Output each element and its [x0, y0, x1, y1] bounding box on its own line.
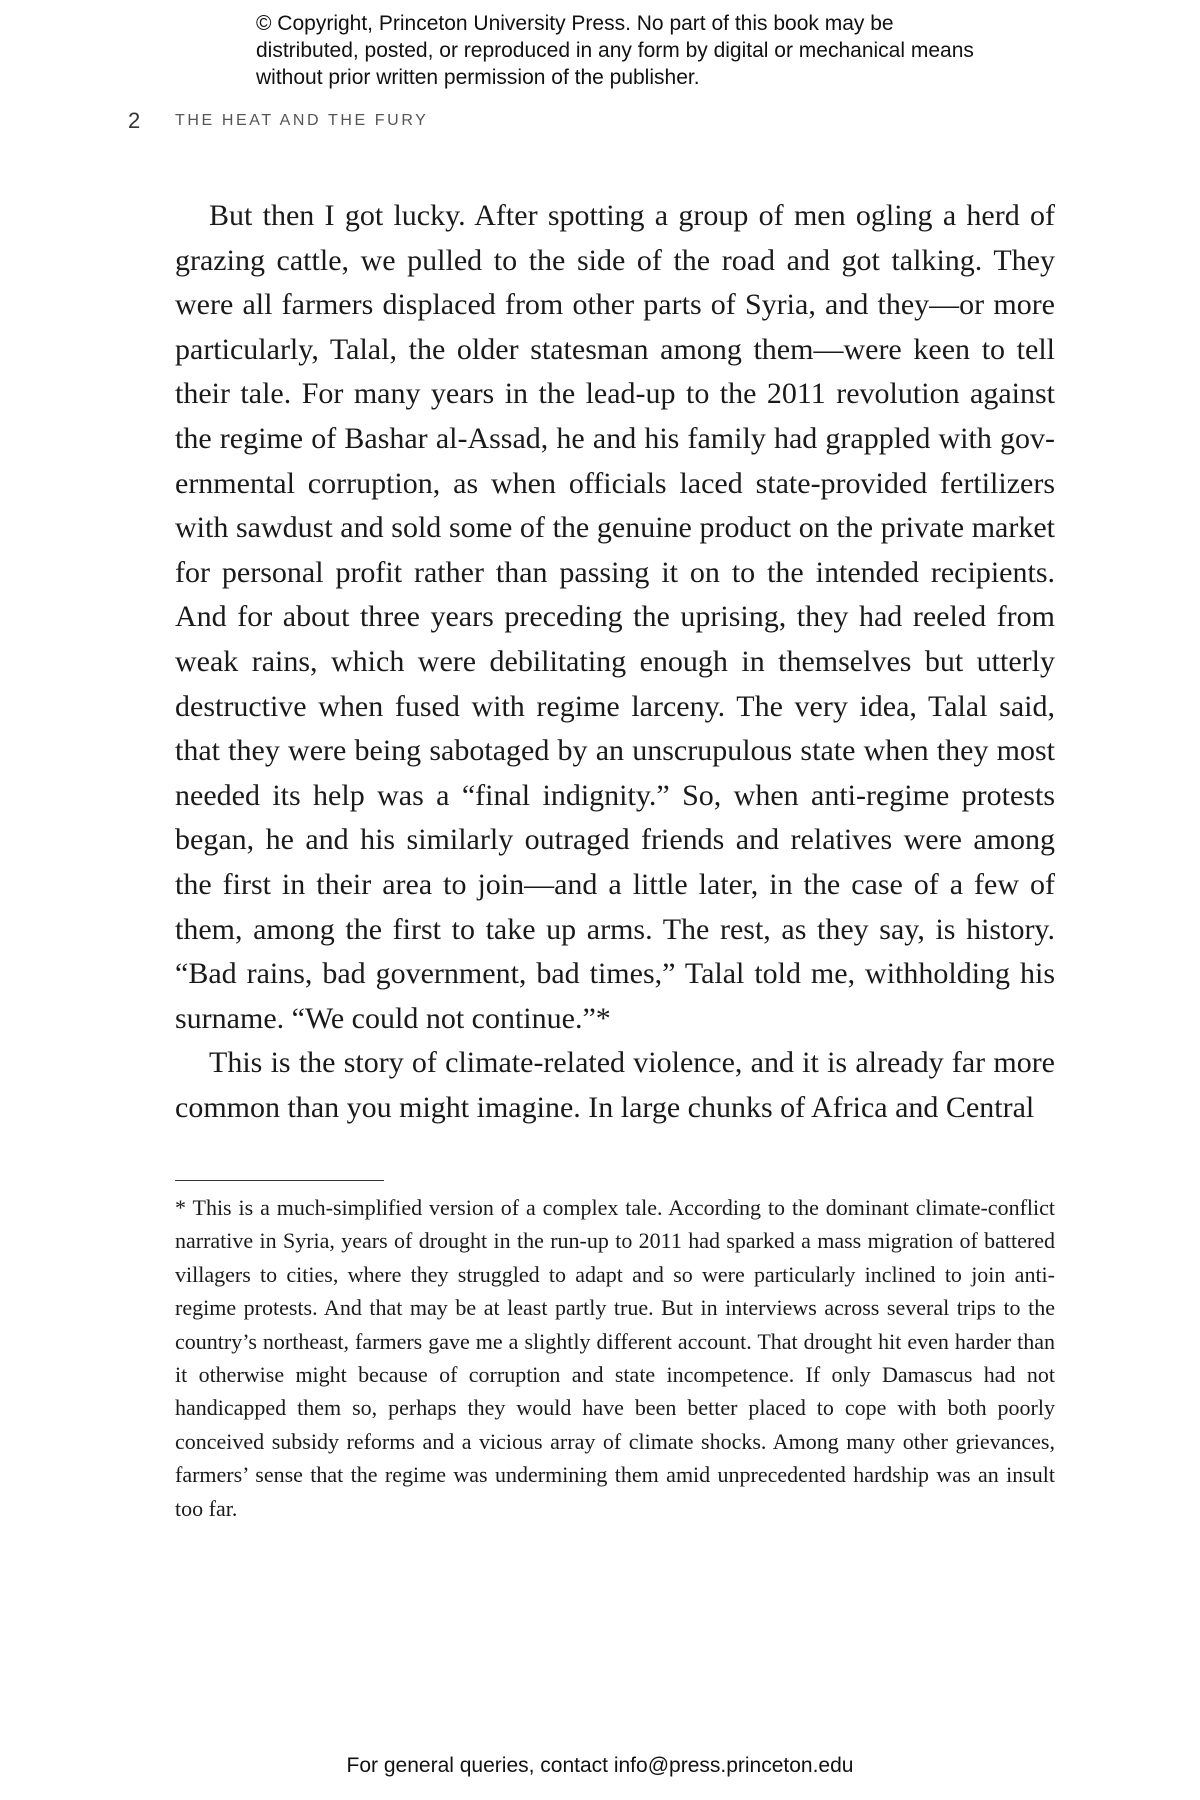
copyright-notice: © Copyright, Princeton University Press. No part of this book may be distributed, posted, or reproduced in any form by digital or mechanical means without prior written permission of the publisher. — [256, 12, 974, 89]
page-number: 2 — [128, 108, 141, 133]
running-head — [0, 108, 1200, 138]
body-paragraph: But then I got lucky. After spotting a group of men ogling a herd of grazing cattle, we pulled to the side of the road and got talking. They were all farmers displaced from other parts of Syria, and they—or more particularly, Talal, the older statesman among them—were keen to tell their tale. For many years in the lead-up to the 2011 revolution against the regime of Bashar al-Assad, he and his family had grappled with governmental corruption, as when officials laced state-provided fertilizers with sawdust and sold some of the genuine product on the private market for personal profit rather than passing it on to the intended recipients. And for about three years preceding the uprising, they had reeled from weak rains, which were debilitating enough in themselves but utterly destructive when fused with regime larceny. The very idea, Talal said, that they were being sabotaged by an unscrupulous state when they most needed its help was a “final indignity.” So, when anti-regime protests began, he and his similarly outraged friends and relatives were among the first in their area to join—and a little later, in the case of a few of them, among the first to take up arms. The rest, as they say, is history. “Bad rains, bad government, bad times,” Talal told me, withholding his surname. “We could not continue.”* — [175, 199, 1055, 1035]
footnote: * This is a much-simplified version of a complex tale. According to the dominant climate-conflict narrative in Syria, years of drought in the run-up to 2011 had sparked a mass migration of battered villagers to cities, where they struggled to adapt and so were particularly inclined to join anti-regime protests. And that may be at least partly true. But in interviews across several trips to the country’s northeast, farmers gave me a slightly different account. That drought hit even harder than it otherwise might because of corruption and state incompetence. If only Damascus had not handicapped them so, perhaps they would have been better placed to cope with both poorly conceived subsidy reforms and a vicious array of climate shocks. Among many other grievances, farmers’ sense that the regime was undermining them amid unprecedented hardship was an insult too far. — [175, 1195, 1055, 1521]
contact-line: For general queries, contact info@press.princeton.edu — [346, 1754, 854, 1777]
footnote-rule — [175, 1180, 384, 1181]
body-text — [175, 194, 1055, 1130]
body-paragraph: This is the story of climate-related violence, and it is already far more common than you might imagine. In large chunks of Africa and Central — [175, 1046, 1055, 1124]
running-title: THE HEAT AND THE FURY — [175, 112, 429, 129]
